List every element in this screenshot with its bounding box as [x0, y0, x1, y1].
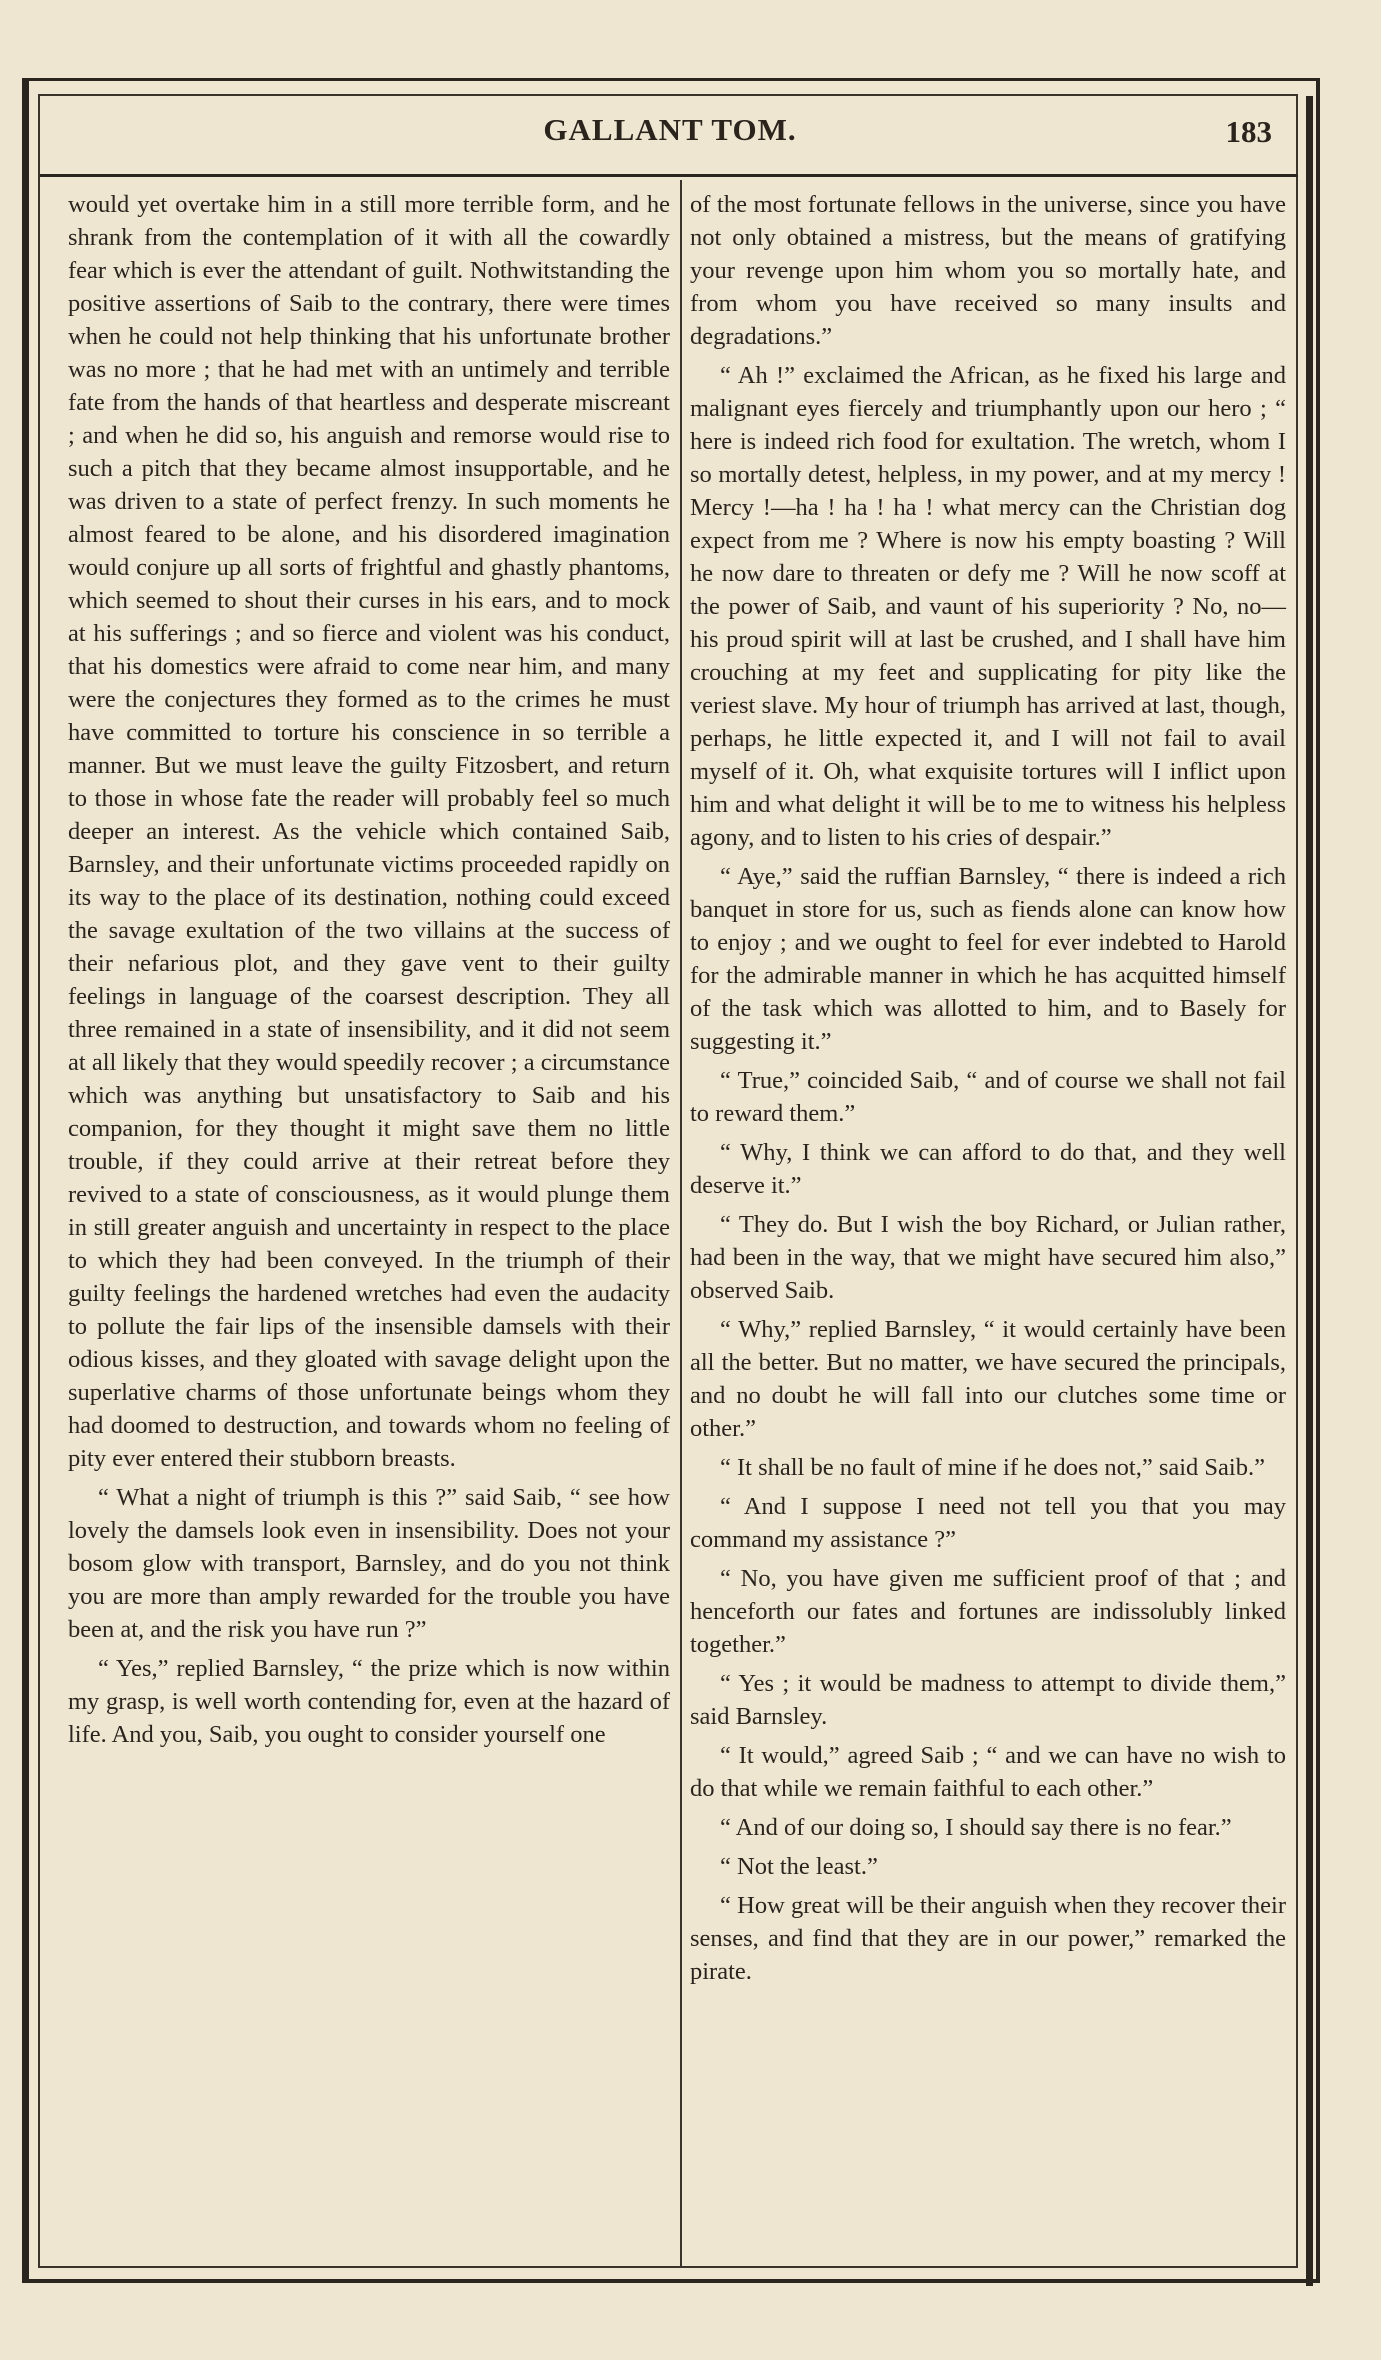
header-rule [40, 174, 1298, 177]
paragraph: “ Yes,” replied Barnsley, “ the prize which is now within my grasp, is well worth contending for, even at the hazard of life. And you, Saib, you ought to consider yourself one [68, 1655, 670, 1748]
paragraph: “ True,” coincided Saib, “ and of course we shall not fail to reward them.” [690, 1067, 1286, 1127]
running-title: GALLANT TOM. [543, 112, 797, 147]
right-column [690, 188, 1286, 1994]
paragraph: “ Why,” replied Barnsley, “ it would certainly have been all the better. But no matter, we have secured the principals, and no doubt he will fall into our clutches some time or other.” [690, 1316, 1286, 1442]
paragraph: “ What a night of triumph is this ?” said Saib, “ see how lovely the damsels look even in insensibility. Does not your bosom glow with transport, Barnsley, and do you not think you are more than amply rewarded for the trouble you have been at, and the risk you have run ?” [68, 1484, 670, 1643]
paragraph: “ It shall be no fault of mine if he does not,” said Saib.” [720, 1454, 1265, 1481]
paragraph: “ No, you have given me sufficient proof of that ; and henceforth our fates and fortunes are indissolubly linked together.” [690, 1565, 1286, 1658]
left-column [68, 188, 670, 1757]
paragraph: “ And I suppose I need not tell you that you may command my assistance ?” [690, 1493, 1286, 1553]
paragraph: “ Not the least.” [720, 1853, 878, 1880]
page-number: 183 [1225, 114, 1272, 149]
paragraph: would yet overtake him in a still more terrible form, and he shrank from the contemplation of it with all the cowardly fear which is ever the attendant of guilt. Nothwitstanding the positive assertions of Saib to the contrary, there were times when he could not help thinking that his unfortunate brother was no more ; that he had met with an untimely and terrible fate from the hands of that heartless and desperate miscreant ; and when he did so, his anguish and remorse would rise to such a pitch that they became almost insupportable, and he was driven to a state of perfect frenzy. In such moments he almost feared to be alone, and his disordered imagination would conjure up all sorts of frightful and ghastly phantoms, which seemed to shout their curses in his ears, and to mock at his sufferings ; and so fierce and violent was his conduct, that his domestics were afraid to come near him, and many were the conjectures they formed as to the crimes he must have committed to torture his conscience in so terrible a manner. But we must leave the guilty Fitzosbert, and return to those in whose fate the reader will probably feel so much deeper an interest. As the vehicle which contained Saib, Barnsley, and their unfortunate victims proceeded rapidly on its way to the place of its destination, nothing could exceed the savage exultation of the two villains at the success of their nefarious plot, and they gave vent to their guilty feelings in language of the coarsest description. They all three remained in a state of insensibility, and it did not seem at all likely that they would speedily recover ; a circumstance which was anything but unsatisfactory to Saib and his companion, for they thought it might save them no little trouble, if they could arrive at their retreat before they revived to a state of consciousness, as it would plunge them in still greater anguish and uncertainty in respect to the place to which they had been conveyed. In the triumph of their guilty feelings the hardened wretches had even the audacity to pollute the fair lips of the insensible damsels with their odious kisses, and they gloated with savage delight upon the superlative charms of those unfortunate beings whom they had doomed to destruction, and towards whom no feeling of pity ever entered their stubborn breasts. [68, 191, 670, 1472]
paragraph: of the most fortunate fellows in the universe, since you have not only obtained a mistress, but the means of gratifying your revenge upon him whom you so mortally hate, and from whom you have received so many insults and degradations.” [690, 191, 1286, 350]
paragraph: “ Why, I think we can afford to do that, and they well deserve it.” [690, 1139, 1286, 1199]
outer-border-right-edge [1306, 96, 1313, 2286]
paragraph: “ How great will be their anguish when they recover their senses, and find that they are in our power,” remarked the pirate. [690, 1892, 1286, 1985]
paragraph: “ And of our doing so, I should say there is no fear.” [720, 1814, 1232, 1841]
page-header [40, 100, 1300, 170]
paragraph: “ They do. But I wish the boy Richard, or Julian rather, had been in the way, that we might have secured him also,” observed Saib. [690, 1211, 1286, 1304]
paragraph: “ Ah !” exclaimed the African, as he fixed his large and malignant eyes fiercely and triumphantly upon our hero ; “ here is indeed rich food for exultation. The wretch, whom I so mortally detest, helpless, in my power, and at my mercy ! Mercy !—ha ! ha ! ha ! what mercy can the Christian dog expect from me ? Where is now his empty boasting ? Will he now dare to threaten or defy me ? Will he now scoff at the power of Saib, and vaunt of his superiority ? No, no—his proud spirit will at last be crushed, and I shall have him crouching at my feet and supplicating for pity like the veriest slave. My hour of triumph has arrived at last, though, perhaps, he little expected it, and I will not fail to avail myself of it. Oh, what exquisite tortures will I inflict upon him and what delight it will be to me to witness his helpless agony, and to listen to his cries of despair.” [690, 362, 1286, 851]
paragraph: “ Aye,” said the ruffian Barnsley, “ there is indeed a rich banquet in store for us, such as fiends alone can know how to enjoy ; and we ought to feel for ever indebted to Harold for the admirable manner in which he has acquitted himself of the task which was allotted to him, and to Basely for suggesting it.” [690, 863, 1286, 1055]
paragraph: “ Yes ; it would be madness to attempt to divide them,” said Barnsley. [690, 1670, 1286, 1730]
column-divider [680, 180, 682, 2266]
paragraph: “ It would,” agreed Saib ; “ and we can have no wish to do that while we remain faithful to each other.” [690, 1742, 1286, 1802]
